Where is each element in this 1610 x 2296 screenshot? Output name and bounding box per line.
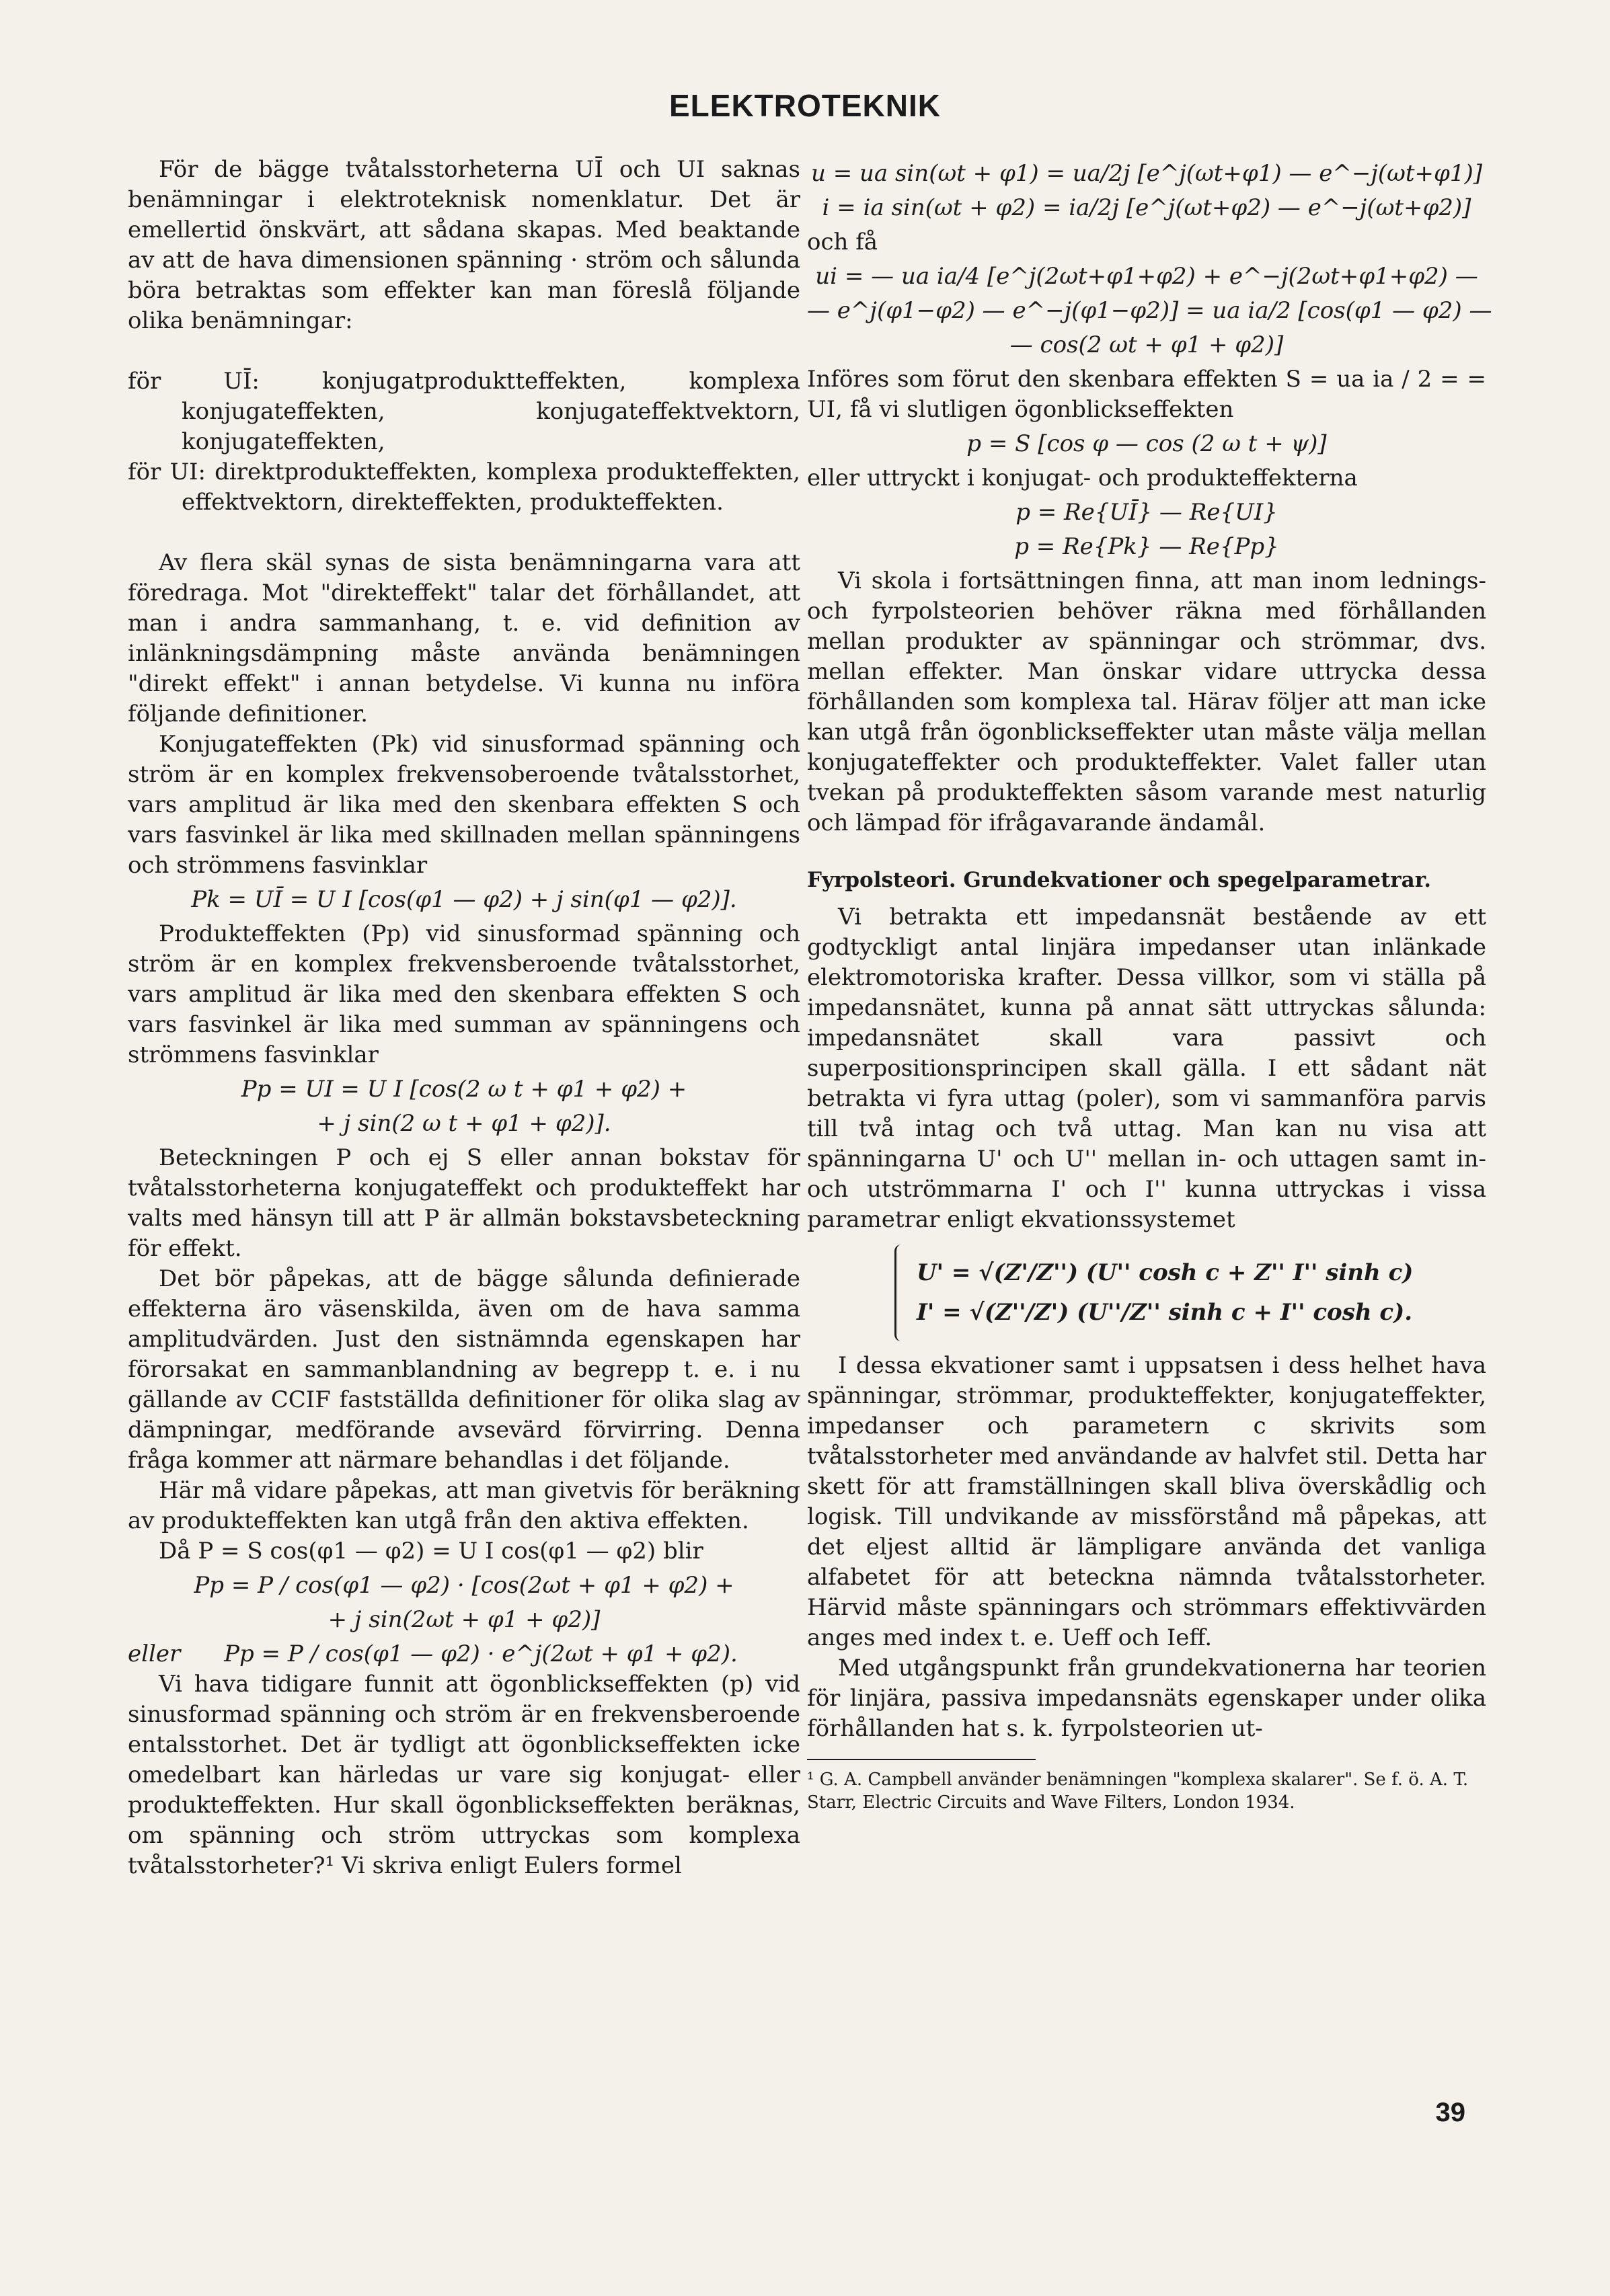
left-column bbox=[128, 155, 800, 1881]
equation: Pk = UĪ = U I [cos(φ1 — φ2) + j sin(φ1 — φ2)]. bbox=[191, 886, 737, 913]
paragraph: Införes som förut den skenbara effekten S = ua ia / 2 = = UI, få vi slutligen ögonblickseffekten bbox=[807, 366, 1486, 423]
paragraph: För de bägge tvåtalsstorheterna UĪ och UI saknas benämningar i elektroteknisk nomenklatur. Det är emellertid önskvärt, att sådana skapas. Med beaktande av att de hava dimensionen spänning · ström och sålunda böra betraktas som effekter kan man föreslå följande olika benämningar: bbox=[128, 156, 800, 334]
equation-row bbox=[128, 1639, 800, 1669]
equation: p = S [cos φ — cos (2 ω t + ψ)] bbox=[966, 430, 1327, 457]
paragraph: Produkteffekten (Pp) vid sinusformad spänning och ström är en komplex frekvensberoende tvåtalsstorhet, vars amplitud är lika med den skenbara effekten S och vars fasvinkel är lika med summan av spänningens och strömmens fasvinklar bbox=[128, 920, 800, 1068]
equation: — e^j(φ1−φ2) — e^−j(φ1−φ2)] = ua ia/2 [cos(φ1 — φ2) — bbox=[807, 297, 1492, 324]
equation: U' = √(Z'/Z'') (U'' cosh c + Z'' I'' sinh c) bbox=[917, 1259, 1414, 1286]
paragraph: Beteckningen P och ej S eller annan bokstav för tvåtalsstorheterna konjugateffekt och produkteffekt har valts med hänsyn till att P är allmän bokstavsbeteckning för effekt. bbox=[128, 1144, 800, 1262]
equation-system bbox=[894, 1244, 1486, 1341]
paragraph: Vi betrakta ett impedansnät bestående av ett godtyckligt antal linjära impedanser utan inlänkade elektromotoriska krafter. Dessa villkor, som vi ställa på impedansnätet, kunna på annat sätt uttryckas sålunda: impedansnätet skall vara passivt och superpositionsprincipen skall gälla. I ett sådant nät betrakta vi fyra uttag (poler), som vi sammanföra parvis till två intag och två uttag. Man kan nu visa att spänningarna U' och U'' mellan in- och uttagen samt in- och utströmmarna I' och I'' kunna uttryckas i vissa parametrar enligt ekvationssystemet bbox=[807, 904, 1486, 1233]
paragraph: Konjugateffekten (Pk) vid sinusformad spänning och ström är en komplex frekvensoberoende tvåtalsstorhet, vars amplitud är lika med den skenbara effekten S och vars fasvinkel är lika med skillnaden mellan spänningens och strömmens fasvinklar bbox=[128, 731, 800, 879]
running-header: ELEKTROTEKNIK bbox=[669, 88, 941, 123]
equation-label: eller bbox=[128, 1640, 181, 1667]
footnote-rule bbox=[807, 1759, 1036, 1760]
right-column bbox=[807, 155, 1492, 1814]
paragraph: Vi skola i fortsättningen finna, att man inom lednings- och fyrpolsteorien behöver räkna med förhållanden mellan produkter av spänningar och strömmar, dvs. mellan effekter. Man önskar vidare uttrycka dessa förhållanden som komplexa tal. Härav följer att man icke kan utgå från ögonblickseffekter utan måste välja mellan konjugateffekter och produkteffekter. Valet faller utan tvekan på produkteffekten såsom varande mest naturlig och lämpad för ifrågavarande ändamål. bbox=[807, 567, 1486, 836]
definition-item: för UI: direktprodukteffekten, komplexa produkteffekten, effektvektorn, direkteffekten, produkteffekten. bbox=[128, 459, 800, 516]
equation: p = Re{UĪ} — Re{UI} bbox=[1015, 499, 1278, 526]
section-heading: Fyrpolsteori. Grundekvationer och spegelparametrar. bbox=[807, 868, 1432, 892]
equation: Pp = P / cos(φ1 — φ2) · e^j(2ωt + φ1 + φ2). bbox=[224, 1640, 738, 1667]
paragraph: Då P = S cos(φ1 — φ2) = U I cos(φ1 — φ2) blir bbox=[159, 1538, 703, 1565]
paragraph: Vi hava tidigare funnit att ögonblickseffekten (p) vid sinusformad spänning och ström är en frekvensberoende entalsstorhet. Det är tydligt att ögonblickseffekten icke omedelbart kan härledas ur vare sig konjugat- eller produkteffekten. Hur skall ögonblickseffekten beräknas, om spänning och ström uttryckas som komplexa tvåtalsstorheter?¹ Vi skriva enligt Eulers formel bbox=[128, 1671, 800, 1879]
equation: i = ia sin(ωt + φ2) = ia/2j [e^j(ωt+φ2) — e^−j(ωt+φ2)] bbox=[822, 194, 1471, 221]
paragraph: Här må vidare påpekas, att man givetvis för beräkning av produkteffekten kan utgå från den aktiva effekten. bbox=[128, 1477, 800, 1534]
equation: — cos(2 ωt + φ1 + φ2)] bbox=[1009, 331, 1284, 358]
paragraph: Det bör påpekas, att de bägge sålunda definierade effekterna äro väsenskilda, även om de hava samma amplitudvärden. Just den sistnämnda egenskapen har förorsakat en sammanblandning av begrepp t. e. i nu gällande av CCIF fastställda definitioner för olika slag av dämpningar, medförande avsevärd förvirring. Denna fråga kommer att närmare behandlas i det följande. bbox=[128, 1265, 800, 1474]
paragraph: Med utgångspunkt från grundekvationerna har teorien för linjära, passiva impedansnäts egenskaper under olika förhållanden hat s. k. fyrpolsteorien ut- bbox=[807, 1655, 1486, 1742]
paragraph: Av flera skäl synas de sista benämningarna vara att föredraga. Mot "direkteffekt" talar det förhållandet, att man i andra sammanhang, t. e. vid definition av inlänkningsdämpning måste använda benämningen "direkt effekt" i annan betydelse. Vi kunna nu införa följande definitioner. bbox=[128, 549, 800, 727]
equation: I' = √(Z''/Z') (U''/Z'' sinh c + I'' cosh c). bbox=[917, 1299, 1413, 1326]
equation: p = Re{Pk} — Re{Pp} bbox=[1014, 533, 1279, 560]
equation: ui = — ua ia/4 [e^j(2ωt+φ1+φ2) + e^−j(2ωt+φ1+φ2) — bbox=[815, 263, 1478, 290]
equation: + j sin(2ωt + φ1 + φ2)] bbox=[328, 1606, 601, 1633]
paragraph: och få bbox=[807, 229, 878, 255]
equation: u = ua sin(ωt + φ1) = ua/2j [e^j(ωt+φ1) — e^−j(ωt+φ1)] bbox=[811, 160, 1482, 187]
equation: + j sin(2 ω t + φ1 + φ2)]. bbox=[317, 1110, 611, 1137]
footnote: ¹ G. A. Campbell använder benämningen "komplexa skalarer". Se f. ö. A. T. Starr, Electric Circuits and Wave Filters, London 1934. bbox=[807, 1770, 1469, 1813]
page-number: 39 bbox=[1435, 2098, 1465, 2127]
definition-item: för UĪ: konjugatproduktteffekten, komplexa konjugateffekten, konjugateffektvektorn, konjugateffekten, bbox=[128, 368, 800, 455]
equation: Pp = P / cos(φ1 — φ2) · [cos(2ωt + φ1 + φ2) + bbox=[194, 1572, 734, 1599]
paragraph: I dessa ekvationer samt i uppsatsen i dess helhet hava spänningar, strömmar, produkteffekter, konjugateffekter, impedanser och parametern c skrivits som tvåtalsstorheter med användande av halvfet stil. Detta har skett för att framställningen skall bliva överskådlig och logisk. Till undvikande av missförstånd må påpekas, att det eljest alltid är lämpligare använda det vanliga alfabetet för att beteckna nämnda tvåtalsstorheter. Härvid måste spänningars och strömmars effektivvärden anges med index t. e. Ueff och Ieff. bbox=[807, 1352, 1486, 1651]
equation: Pp = UI = U I [cos(2 ω t + φ1 + φ2) + bbox=[241, 1076, 687, 1103]
paragraph: eller uttryckt i konjugat- och produkteffekterna bbox=[807, 465, 1358, 491]
